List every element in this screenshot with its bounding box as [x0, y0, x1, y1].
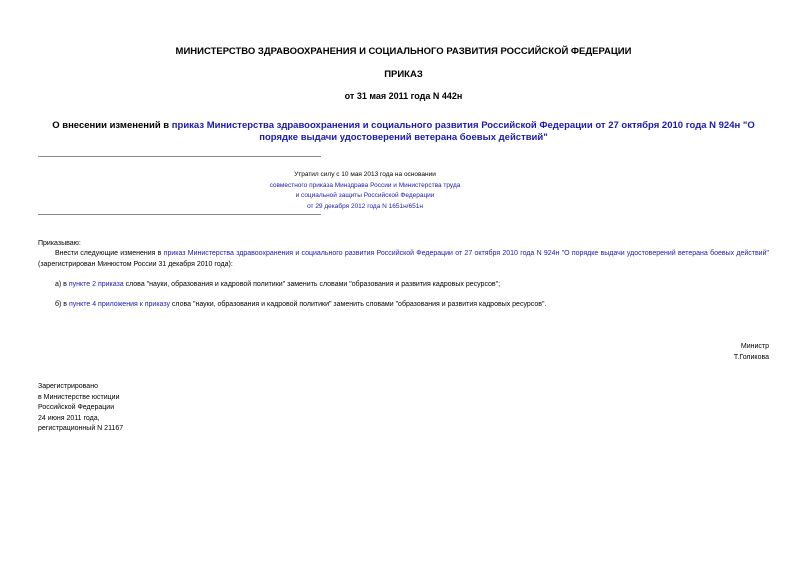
item-b-suffix: слова "науки, образования и кадровой политики" заменить словами "образования и развития кадровых ресурсов". [169, 301, 547, 308]
registration-line-2: в Министерстве юстиции [38, 393, 120, 401]
registration-line-3: Российской Федерации [38, 404, 115, 411]
item-a-prefix: а) в [55, 281, 69, 288]
document-type: ПРИКАЗ [384, 69, 423, 80]
ministry-heading: МИНИСТЕРСТВО ЗДРАВООХРАНЕНИЯ И СОЦИАЛЬНОГО РАЗВИТИЯ РОССИЙСКОЙ ФЕДЕРАЦИИ [175, 46, 632, 57]
divider-top [38, 156, 321, 157]
joint-order-link-3[interactable]: от 29 декабря 2012 года N 1651н/651н [307, 202, 423, 210]
item-a-suffix: слова "науки, образования и кадровой политики" заменить словами "образования и развития кадровых ресурсов"; [123, 281, 501, 288]
lost-force-text: Утратил силу с 10 мая 2013 года на основании [294, 171, 436, 178]
order-word: Приказываю: [38, 240, 81, 247]
divider-bottom [38, 214, 321, 215]
registration-block [38, 382, 123, 435]
registration-line-1: Зарегистрировано [38, 383, 98, 390]
amendment-paragraph [38, 249, 769, 270]
signatory-position: Министр [740, 343, 769, 350]
signatory-name: Т.Голикова [733, 353, 769, 361]
document-date-number: от 31 мая 2011 года N 442н [344, 91, 463, 101]
joint-order-link-2[interactable]: и социальной защиты Российской Федерации [295, 192, 435, 199]
registration-line-4: 24 июня 2011 года, [38, 414, 100, 422]
item-a [55, 280, 769, 291]
item-b-prefix: б) в [55, 301, 69, 308]
document-subject [40, 120, 767, 144]
amendment-prefix: Внести следующие изменения в [55, 250, 164, 257]
subject-order-link[interactable]: приказ Министерства здравоохранения и социального развития Российской Федерации от 27 октября 2010 года N 924н "О порядке выдачи удостоверений ветерана боевых действий" [171, 120, 755, 143]
item-a-link[interactable]: пункте 2 приказа [68, 281, 124, 288]
signature-block [734, 342, 769, 363]
subject-prefix: О внесении изменений в [52, 120, 172, 131]
amendment-suffix: (зарегистрирован Минюстом России 31 декабря 2010 года): [38, 260, 233, 268]
registration-line-5: регистрационный N 21167 [38, 425, 124, 432]
item-b-link[interactable]: пункте 4 приложения к приказу [68, 301, 170, 308]
item-b [55, 300, 769, 311]
joint-order-link-1[interactable]: совместного приказа Минздрава России и Министерства труда [269, 181, 461, 189]
amended-order-link[interactable]: приказ Министерства здравоохранения и социального развития Российской Федерации от 27 октября 2010 года N 924н "О порядке выдачи удостоверений ветерана боевых действий" [163, 250, 769, 257]
lost-force-note [240, 170, 490, 212]
